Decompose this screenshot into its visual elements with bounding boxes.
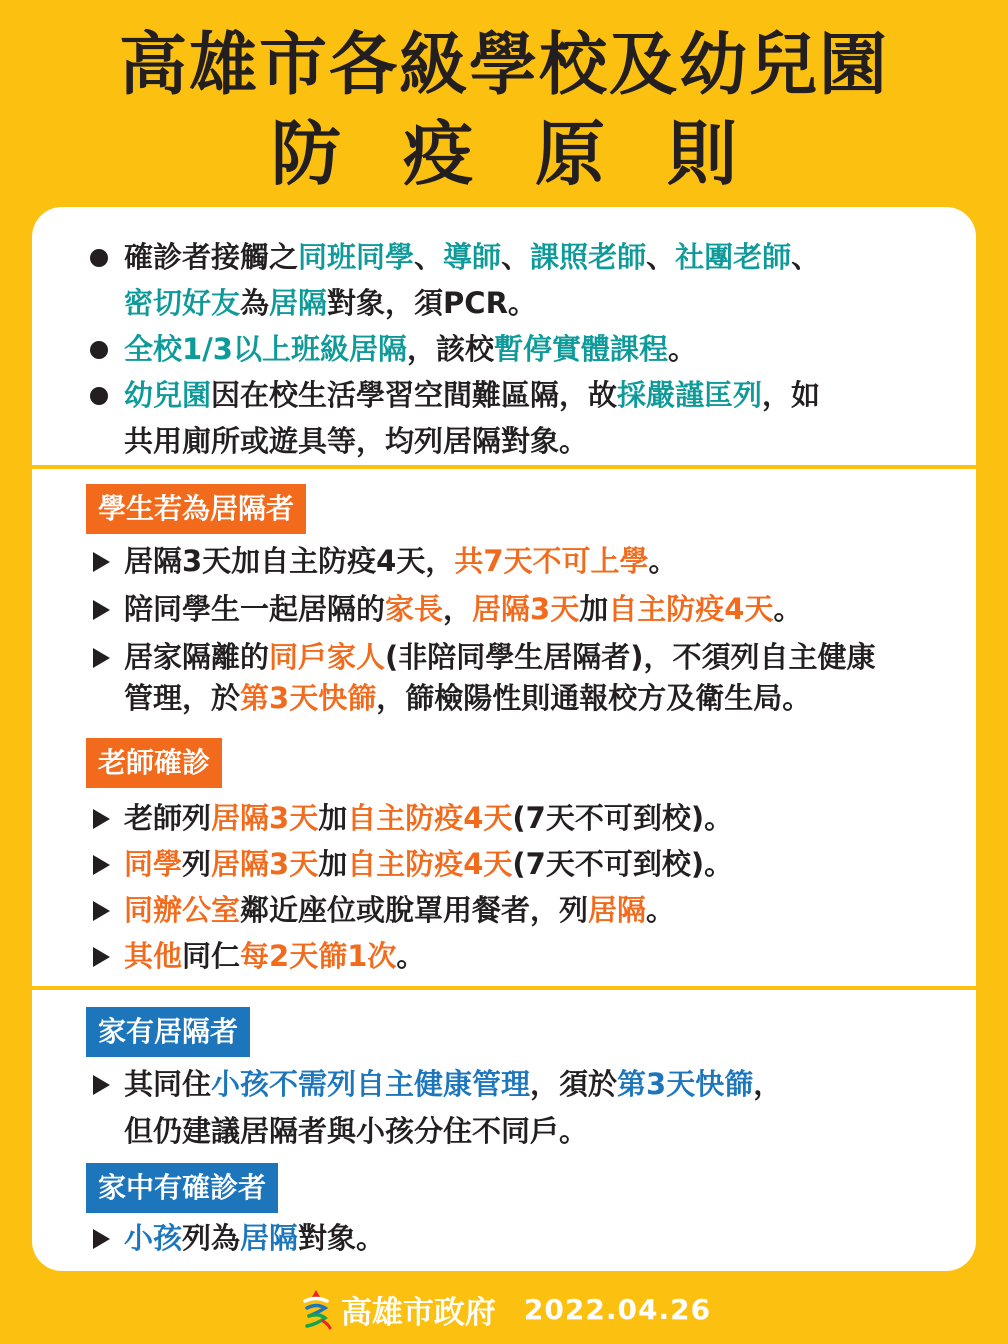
- section-divider: [32, 986, 976, 990]
- publish-date: 2022.04.26: [523, 1292, 712, 1326]
- bullet-triangle-icon: [86, 798, 112, 839]
- bullet-triangle-icon: [86, 637, 112, 678]
- teachers-item-3-text: 同辦公室鄰近座位或脫罩用餐者，列居隔。: [124, 893, 676, 927]
- section-divider: [32, 465, 976, 469]
- bullet-triangle-icon: [86, 1064, 112, 1105]
- students-item-2-text: 陪同學生一起居隔的家長，居隔3天加自主防疫4天。: [124, 592, 803, 626]
- content-card: [32, 207, 976, 1271]
- section-tag-students: 學生若為居隔者: [86, 484, 306, 534]
- students-item-3-text: 居家隔離的同戶家人(非陪同學生居隔者)，不須列自主健康: [124, 640, 876, 674]
- page-subtitle: 防疫原則: [271, 113, 799, 195]
- general-item-2-text: 全校1/3以上班級居隔，該校暫停實體課程。: [124, 332, 697, 366]
- teachers-item-4-text: 其他同仁每2天篩1次。: [124, 939, 426, 973]
- general-item-1-text-cont: 密切好友為居隔對象，須PCR。: [124, 286, 537, 320]
- teachers-item-1-text: 老師列居隔3天加自主防疫4天(7天不可到校)。: [124, 801, 734, 835]
- teachers-item-2-text: 同學列居隔3天加自主防疫4天(7天不可到校)。: [124, 847, 734, 881]
- general-item-3-text: 幼兒園因在校生活學習空間難區隔，故採嚴謹匡列，如: [124, 378, 821, 412]
- home-isolation-item-1-text: 其同住小孩不需列自主健康管理，須於第3天快篩，: [124, 1067, 783, 1101]
- bullet-triangle-icon: [86, 936, 112, 977]
- students-item-3-text-cont: 管理，於第3天快篩，篩檢陽性則通報校方及衛生局。: [124, 681, 812, 715]
- bullet-dot-icon: [86, 329, 112, 369]
- home-isolation-item-1-text-cont: 但仍建議居隔者與小孩分住不同戶。: [124, 1114, 589, 1148]
- general-item-1-text: 確診者接觸之同班同學、導師、課照老師、社團老師、: [124, 240, 821, 274]
- kaohsiung-city-logo-icon: [297, 1288, 335, 1330]
- bullet-triangle-icon: [86, 541, 112, 582]
- government-name: 高雄市政府: [340, 1294, 496, 1331]
- bullet-dot-icon: [86, 237, 112, 277]
- page-title: 高雄市各級學校及幼兒園: [118, 26, 889, 105]
- bullet-triangle-icon: [86, 890, 112, 931]
- section-tag-home-confirmed: 家中有確診者: [86, 1163, 278, 1213]
- section-tag-home-isolation: 家有居隔者: [86, 1007, 250, 1057]
- section-tag-teachers: 老師確診: [86, 738, 222, 788]
- footer: [0, 1284, 1008, 1334]
- general-item-3-text-cont: 共用廁所或遊具等，均列居隔對象。: [124, 424, 589, 458]
- bullet-dot-icon: [86, 375, 112, 415]
- bullet-triangle-icon: [86, 844, 112, 885]
- students-item-1-text: 居隔3天加自主防疫4天，共7天不可上學。: [124, 544, 678, 578]
- bullet-triangle-icon: [86, 1218, 112, 1259]
- home-confirmed-item-1-text: 小孩列為居隔對象。: [124, 1221, 386, 1255]
- bullet-triangle-icon: [86, 589, 112, 630]
